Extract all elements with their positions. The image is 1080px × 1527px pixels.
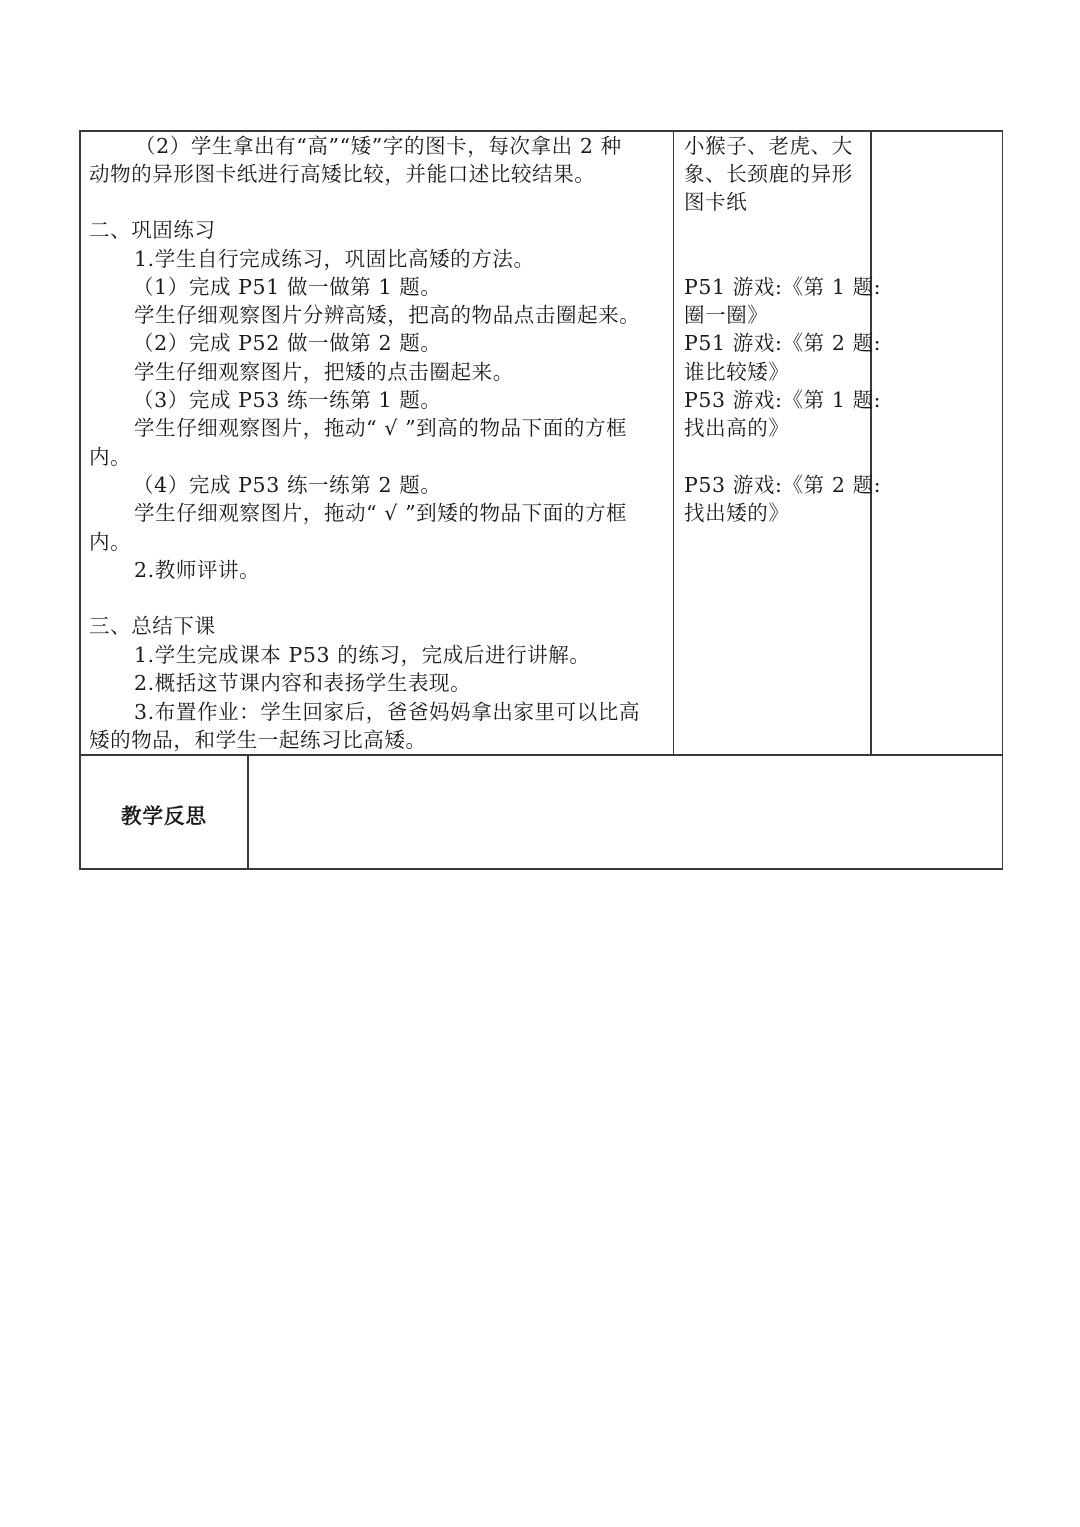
activity-line: 学生仔细观察图片，把矮的点击圈起来。 [134, 360, 514, 384]
activity-line: （2）学生拿出有“高”“矮”字的图卡，每次拿出 2 种 [135, 134, 622, 158]
section-heading-summary: 三、总结下课 [89, 614, 216, 638]
activity-line: （1）完成 P51 做一做第 1 题。 [133, 275, 442, 299]
section-heading-practice: 二、巩固练习 [89, 218, 216, 242]
activity-line: 2.教师评讲。 [134, 558, 261, 582]
activity-line: 矮的物品，和学生一起练习比高矮。 [89, 728, 427, 752]
activity-line: 学生仔细观察图片，拖动“ √ ”到矮的物品下面的方框 [134, 501, 628, 525]
activity-line: 1.学生自行完成练习，巩固比高矮的方法。 [134, 247, 535, 271]
resource-line: 找出高的》 [684, 416, 790, 440]
resource-line: 象、长颈鹿的异形 [684, 162, 853, 186]
activity-line: 内。 [89, 445, 132, 469]
resource-line: 圈一圈》 [684, 303, 769, 327]
table-border-bottom [79, 868, 1003, 870]
resource-line: 谁比较矮》 [684, 360, 790, 384]
reflection-label-cell [81, 756, 247, 868]
activity-line: 学生仔细观察图片，拖动“ √ ”到高的物品下面的方框 [134, 416, 628, 440]
reflection-content-cell[interactable] [249, 756, 1001, 868]
resource-line: 图卡纸 [684, 190, 748, 214]
activity-line: 学生仔细观察图片分辨高矮，把高的物品点击圈起来。 [134, 303, 641, 327]
activities-cell [81, 131, 672, 754]
resource-line: 找出矮的》 [684, 501, 790, 525]
activity-line: （4）完成 P53 练一练第 2 题。 [133, 473, 442, 497]
resource-line: P53 游戏:《第 1 题: [684, 388, 882, 412]
activity-line: （3）完成 P53 练一练第 1 题。 [133, 388, 442, 412]
activity-line: （2）完成 P52 做一做第 2 题。 [133, 331, 442, 355]
activity-line: 动物的异形图卡纸进行高矮比较，并能口述比较结果。 [89, 162, 596, 186]
activity-line: 3.布置作业：学生回家后，爸爸妈妈拿出家里可以比高 [134, 700, 641, 724]
notes-cell [872, 131, 1002, 754]
resources-cell [674, 131, 882, 754]
reflection-label: 教学反思 [121, 804, 207, 828]
resource-line: 小猴子、老虎、大 [684, 134, 853, 158]
activity-line: 1.学生完成课本 P53 的练习，完成后进行讲解。 [134, 643, 591, 667]
activity-line: 2.概括这节课内容和表扬学生表现。 [134, 671, 472, 695]
resource-line: P51 游戏:《第 1 题: [684, 275, 882, 299]
resource-line: P53 游戏:《第 2 题: [684, 473, 882, 497]
resource-line: P51 游戏:《第 2 题: [684, 331, 882, 355]
activity-line: 内。 [89, 530, 132, 554]
table-border-right [1002, 130, 1004, 869]
